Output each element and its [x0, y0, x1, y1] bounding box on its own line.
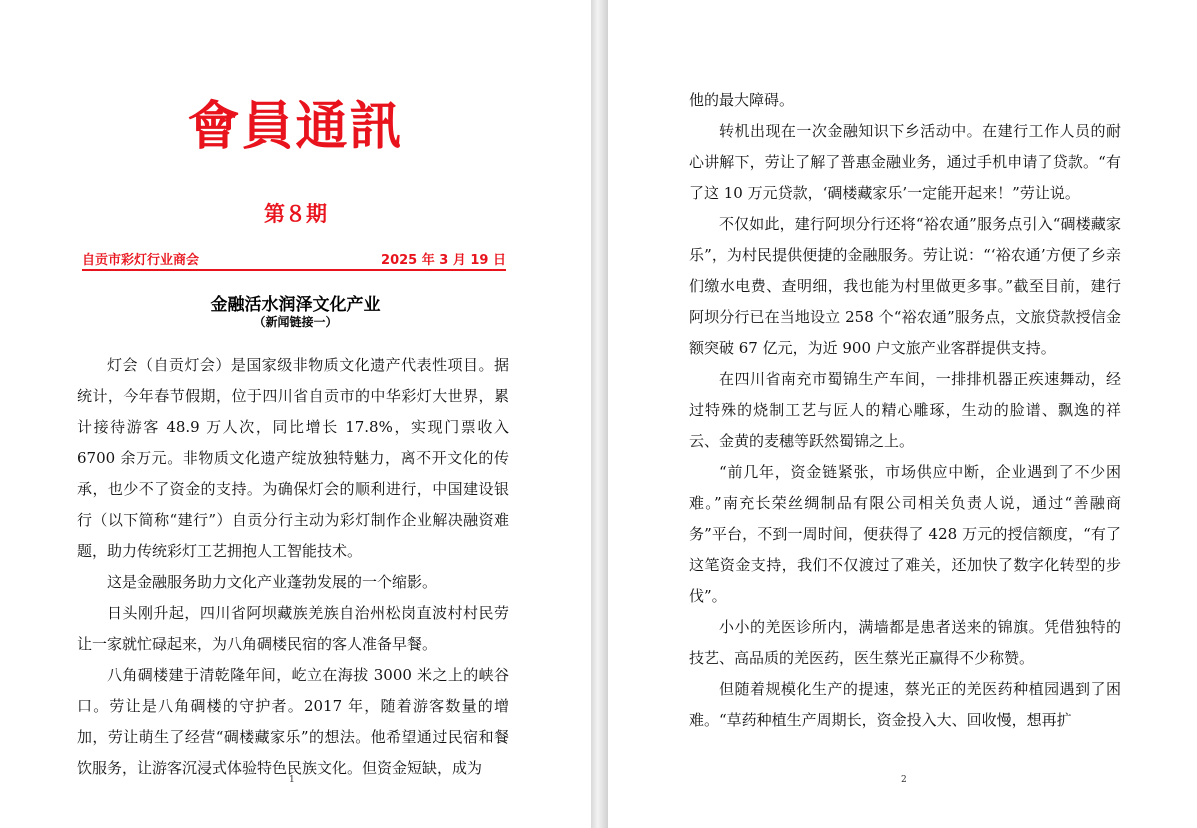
paragraph-continuation: 他的最大障碍。	[689, 91, 795, 109]
page-gutter	[591, 0, 608, 828]
article-title: 金融活水润泽文化产业	[210, 295, 381, 315]
paragraph: 这是金融服务助力文化产业蓬勃发展的一个缩影。	[107, 573, 438, 591]
paragraph: 不仅如此，建行阿坝分行还将“裕农通”服务点引入“碉楼藏家乐”，为村民提供便捷的金融服务。劳让说：“‘裕农通’方便了乡亲们缴水电费、查明细，我也能为村里做更多事。”截至目前，建行阿坝分行已在当地设立 258 个“裕农通”服务点，文旅贷款授信金额突破 67 亿元，为近 900 户文旅产业客群提供支持。	[689, 215, 1121, 357]
organization-name: 自贡市彩灯行业商会	[82, 253, 200, 268]
paragraph: 在四川省南充市蜀锦生产车间，一排排机器正疾速舞动，经过特殊的烧制工艺与匠人的精心雕琢，生动的脸谱、飘逸的祥云、金黄的麦穗等跃然蜀锦之上。	[689, 370, 1121, 450]
paragraph: 八角碉楼建于清乾隆年间，屹立在海拔 3000 米之上的峡谷口。劳让是八角碉楼的守护者。2017 年，随着游客数量的增加，劳让萌生了经营“碉楼藏家乐”的想法。他希望通过民宿和餐饮服务，让游客沉浸式体验特色民族文化。但资金短缺，成为	[77, 666, 509, 777]
paragraph: 灯会（自贡灯会）是国家级非物质文化遗产代表性项目。据统计，今年春节假期，位于四川省自贡市的中华彩灯大世界，累计接待游客 48.9 万人次，同比增长 17.8%，实现门票收入 6700 余万元。非物质文化遗产绽放独特魅力，离不开文化的传承，也少不了资金的支持。为确保灯会的顺利进行，中国建设银行（以下简称“建行”）自贡分行主动为彩灯制作企业解决融资难题，助力传统彩灯工艺拥抱人工智能技术。	[77, 356, 509, 560]
newsletter-masthead: 會員通訊	[187, 97, 404, 157]
issue-number: 第８期	[264, 202, 327, 226]
page-1-body	[77, 350, 509, 784]
page-number: 2	[901, 775, 907, 785]
paragraph: 转机出现在一次金融知识下乡活动中。在建行工作人员的耐心讲解下，劳让了解了普惠金融业务，通过手机申请了贷款。“有了这 10 万元贷款，‘碉楼藏家乐’一定能开起来！”劳让说。	[689, 122, 1121, 202]
page-2-body	[689, 85, 1121, 736]
paragraph: 但随着规模化生产的提速，蔡光正的羌医药种植园遇到了困难。“草药种植生产周期长，资金投入大、回收慢，想再扩	[689, 680, 1121, 729]
paragraph: 小小的羌医诊所内，满墙都是患者送来的锦旗。凭借独特的技艺、高品质的羌医药，医生蔡光正赢得不少称赞。	[689, 618, 1121, 667]
publish-date: 2025 年 3 月 19 日	[381, 253, 506, 268]
page-number: 1	[289, 775, 295, 785]
paragraph: 日头刚升起，四川省阿坝藏族羌族自治州松岗直波村村民劳让一家就忙碌起来，为八角碉楼民宿的客人准备早餐。	[77, 604, 509, 653]
paragraph: “前几年，资金链紧张，市场供应中断，企业遇到了不少困难。”南充长荣丝绸制品有限公司相关负责人说，通过“善融商务”平台，不到一周时间，便获得了 428 万元的授信额度，“有了这笔资金支持，我们不仅渡过了难关，还加快了数字化转型的步伐”。	[689, 463, 1121, 605]
org-date-line	[82, 249, 506, 271]
article-subtitle: （新闻链接一）	[253, 315, 338, 329]
